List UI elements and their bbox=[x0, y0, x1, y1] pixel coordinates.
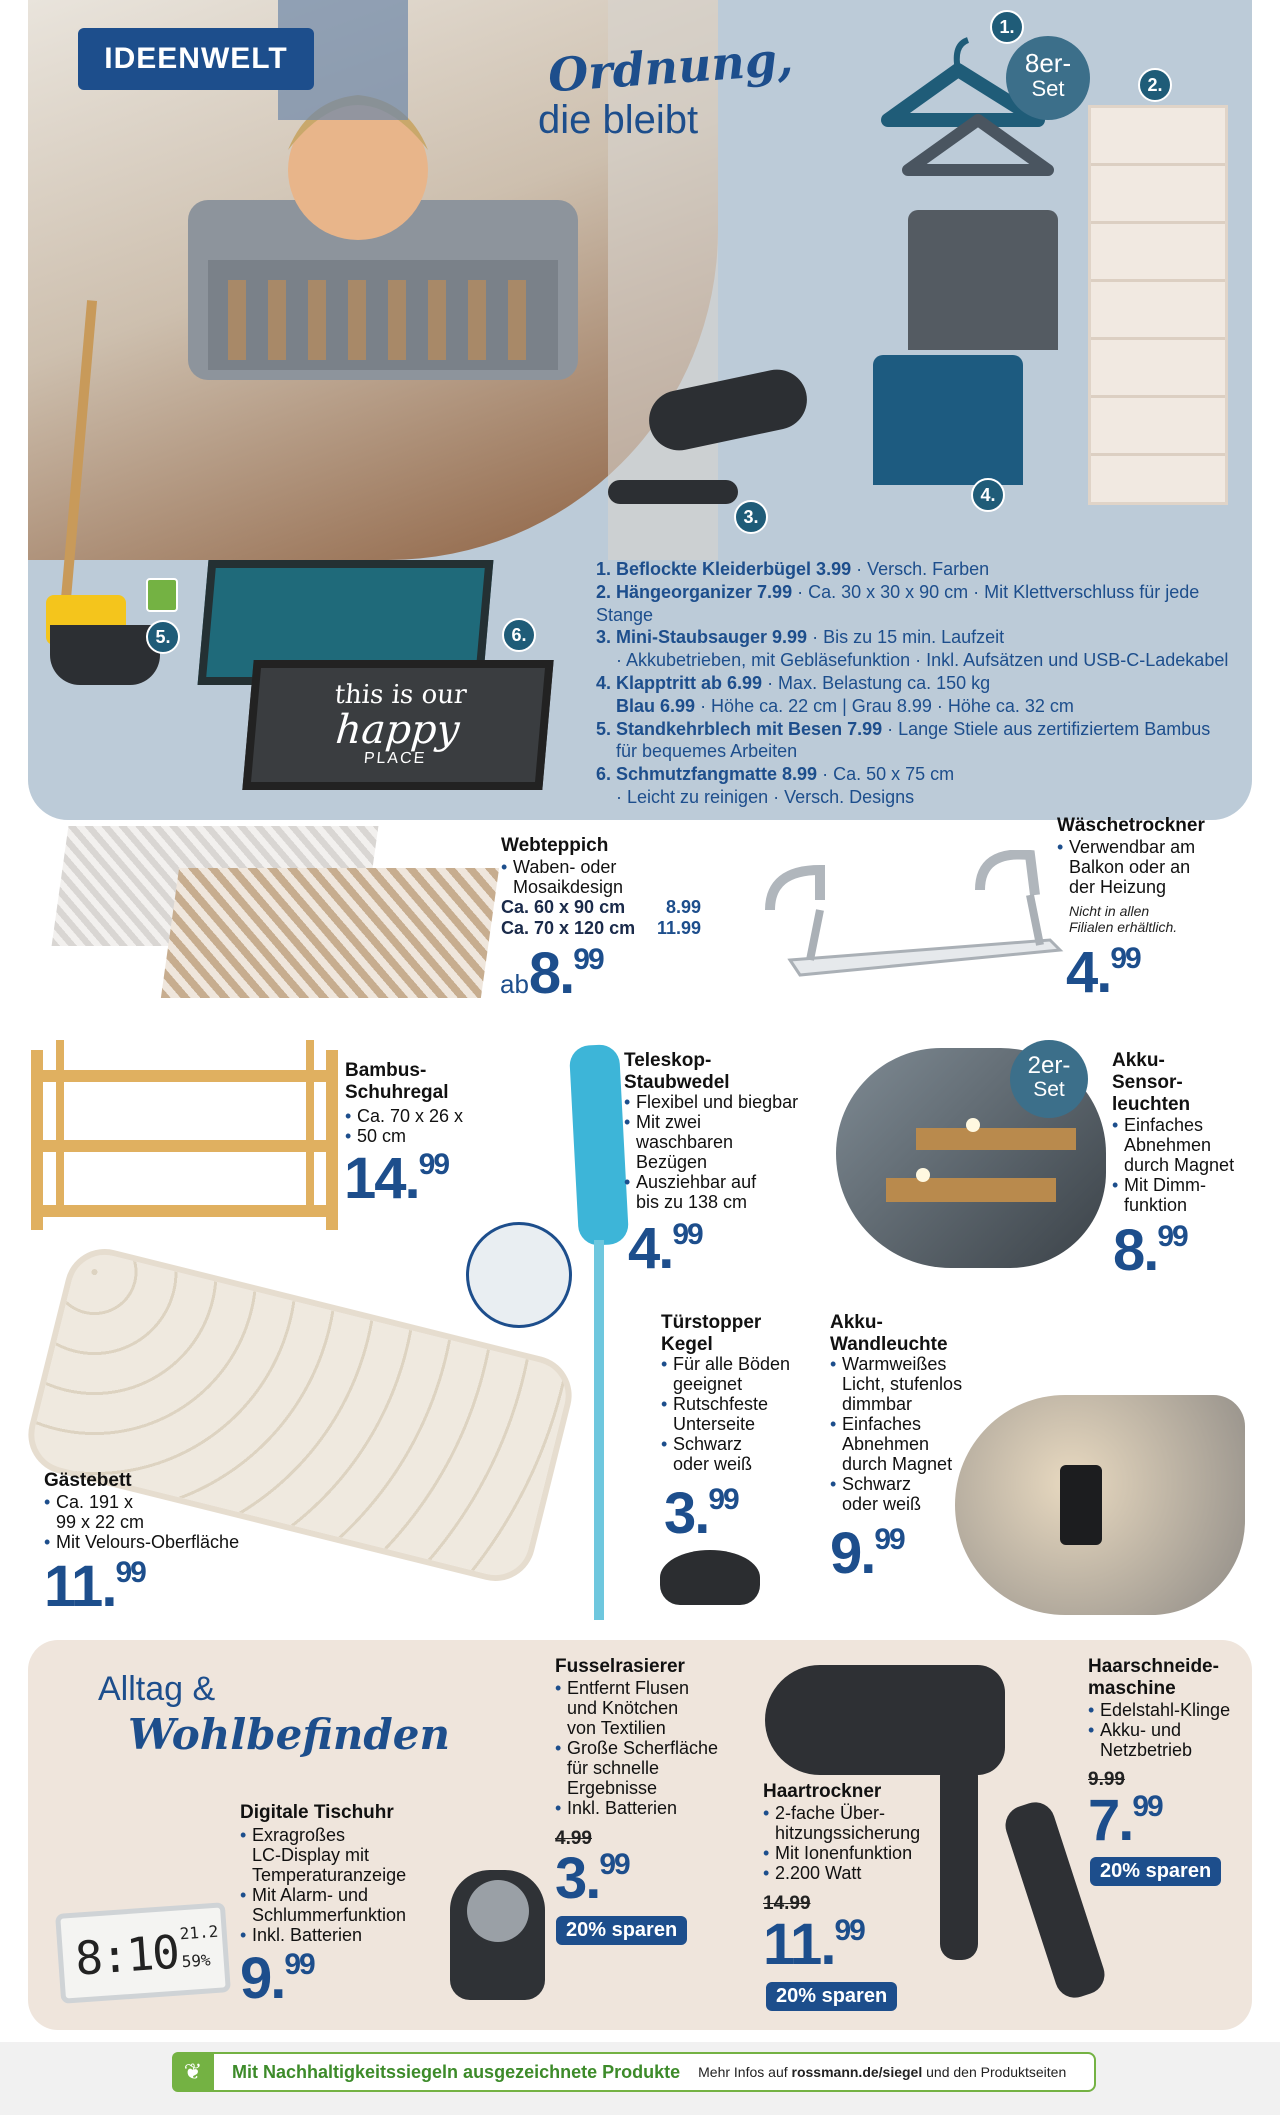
duster-detail-image bbox=[466, 1222, 572, 1328]
mat-happy-image bbox=[242, 660, 553, 790]
stool-grey-image bbox=[908, 210, 1058, 350]
feature-cont: 99 x 22 cm bbox=[56, 1512, 145, 1532]
gaestebett-title: Gästebett bbox=[44, 1470, 132, 1491]
price-int: 3. bbox=[664, 1481, 709, 1546]
badge-4: 4. bbox=[971, 478, 1005, 512]
price-int: 14. bbox=[344, 1146, 419, 1211]
schuhregal-price bbox=[344, 1146, 449, 1211]
list-item: 5. Standkehrblech mit Besen 7.99 · Lange Stiele aus zertifiziertem Bambus bbox=[596, 718, 1211, 739]
tuerstopper-price bbox=[664, 1481, 738, 1546]
wall-light-image bbox=[955, 1395, 1245, 1615]
price-dec: 99 bbox=[573, 943, 603, 976]
feature-cont: Netzbetrieb bbox=[1100, 1740, 1193, 1760]
price-int: 4. bbox=[1066, 940, 1111, 1005]
set-badge-top: 8er- bbox=[1024, 48, 1072, 78]
haartrockner-title: Haartrockner bbox=[763, 1781, 882, 1802]
feature-cont: Bezügen bbox=[636, 1152, 708, 1172]
waeschetrockner-price bbox=[1066, 940, 1140, 1005]
feature-cont: Abnehmen bbox=[1124, 1135, 1212, 1155]
webteppich-title: Webteppich bbox=[501, 835, 609, 856]
list-item: · Akkubetrieben, mit Gebläsefunktion · Inkl. Aufsätzen und USB-C-Ladekabel bbox=[616, 650, 1229, 671]
feature: • 2.200 Watt bbox=[763, 1863, 920, 1883]
feature-cont: oder weiß bbox=[673, 1454, 753, 1474]
feature: • Mit Alarm- und bbox=[240, 1885, 406, 1905]
price-int: 11. bbox=[44, 1554, 116, 1619]
feature: • Mit Dimm- bbox=[1112, 1175, 1234, 1195]
set-badge-8er bbox=[1006, 36, 1090, 120]
feature: • Mit Velours-Oberfläche bbox=[44, 1532, 239, 1552]
dustpan-image bbox=[50, 625, 160, 685]
price-dec: 99 bbox=[599, 1848, 629, 1881]
availability-note: Nicht in allen Filialen erhältlich. bbox=[1069, 903, 1178, 935]
waeschetrockner-title: Wäschetrockner bbox=[1057, 815, 1205, 836]
fusselrasierer-features bbox=[555, 1678, 718, 1818]
feature: • Edelstahl-Klinge bbox=[1088, 1700, 1230, 1720]
webteppich-features bbox=[501, 857, 623, 897]
tischuhr-features bbox=[240, 1825, 406, 1945]
price-int: 7. bbox=[1088, 1788, 1133, 1853]
price-dec: 99 bbox=[1157, 1220, 1187, 1253]
feature: • Ca. 70 x 26 x bbox=[345, 1106, 463, 1126]
feature: • Verwendbar am bbox=[1057, 837, 1195, 857]
price-int: 4. bbox=[628, 1216, 673, 1281]
price-int: 3. bbox=[555, 1846, 600, 1911]
feature: • Für alle Böden bbox=[661, 1354, 790, 1374]
clock-time: 8:10 bbox=[73, 1924, 180, 1986]
price-dec: 99 bbox=[1110, 942, 1140, 975]
schuhregal-title: Bambus- Schuhregal bbox=[345, 1060, 449, 1103]
feature: • Schwarz bbox=[661, 1434, 790, 1454]
doorstop-image bbox=[660, 1550, 760, 1605]
sensorleuchten-features bbox=[1112, 1115, 1234, 1215]
feature-cont: waschbaren bbox=[636, 1132, 734, 1152]
feature: • Schwarz bbox=[830, 1474, 962, 1494]
haarschneider-title: Haarschneide- maschine bbox=[1088, 1656, 1219, 1699]
price-int: 9. bbox=[240, 1946, 285, 2011]
feature: • 2-fache Über- bbox=[763, 1803, 920, 1823]
price-int: 8. bbox=[528, 941, 574, 1006]
badge-2: 2. bbox=[1138, 68, 1172, 102]
feature-cont: Abnehmen bbox=[842, 1434, 930, 1454]
price-dec: 99 bbox=[1132, 1790, 1162, 1823]
feature-cont: Ergebnisse bbox=[567, 1778, 658, 1798]
feature-cont: und Knötchen bbox=[567, 1698, 679, 1718]
clock-temp: 21.2 bbox=[179, 1921, 219, 1944]
mat-text-line3: PLACE bbox=[363, 750, 428, 767]
section-title-line2: Wohlbefinden bbox=[128, 1710, 451, 1759]
haarschneider-save-badge: 20% sparen bbox=[1090, 1857, 1221, 1886]
feature-cont: von Textilien bbox=[567, 1718, 666, 1738]
sensorleuchten-price bbox=[1113, 1218, 1187, 1283]
shoe-rack-image bbox=[26, 1040, 346, 1240]
hero-title-line2: die bleibt bbox=[538, 98, 699, 142]
wandleuchte-features bbox=[830, 1354, 962, 1514]
haarschneider-features bbox=[1088, 1700, 1230, 1760]
webteppich-sizes bbox=[501, 897, 701, 939]
feature-cont: durch Magnet bbox=[842, 1454, 953, 1474]
set-badge-bottom: Set bbox=[1033, 1078, 1065, 1101]
sensorleuchten-title: Akku- Sensor- leuchten bbox=[1112, 1050, 1191, 1115]
duster-head-image bbox=[569, 1044, 629, 1246]
feature: • Exragroßes bbox=[240, 1825, 406, 1845]
feature-cont: Mosaikdesign bbox=[513, 877, 624, 897]
tischuhr-price bbox=[240, 1946, 314, 2011]
haartrockner-save-badge: 20% sparen bbox=[766, 1982, 897, 2011]
feature-cont: der Heizung bbox=[1069, 877, 1167, 897]
hero-section bbox=[28, 0, 1252, 820]
feature-cont: für schnelle bbox=[567, 1758, 660, 1778]
size-2-price: 11.99 bbox=[656, 918, 701, 938]
rossmann-link[interactable]: rossmann.de/siegel bbox=[791, 2064, 923, 2080]
price-dec: 99 bbox=[708, 1483, 738, 1516]
feature-cont: Licht, stufenlos bbox=[842, 1374, 963, 1394]
list-item: 3. Mini-Staubsauger 9.99 · Bis zu 15 min. Laufzeit bbox=[596, 627, 1005, 648]
feature-cont: geeignet bbox=[673, 1374, 743, 1394]
leaf-icon: ❦ bbox=[172, 2052, 214, 2092]
staubwedel-features bbox=[624, 1092, 798, 1212]
eco-leaf-icon bbox=[146, 578, 178, 612]
price-dec: 99 bbox=[115, 1556, 145, 1589]
fusselrasierer-title: Fusselrasierer bbox=[555, 1656, 685, 1677]
staubwedel-price bbox=[628, 1216, 702, 1281]
vacuum-attachments bbox=[608, 480, 738, 504]
feature-cont: Temperaturanzeige bbox=[252, 1865, 407, 1885]
hero-item-list bbox=[596, 558, 1252, 809]
feature-cont: funktion bbox=[1124, 1195, 1188, 1215]
feature-cont: • 50 cm bbox=[345, 1126, 463, 1146]
mat-text-line2: happy bbox=[333, 707, 462, 753]
webteppich-price bbox=[500, 941, 603, 1006]
drying-rack-image bbox=[760, 850, 1080, 980]
list-item: Blau 6.99 · Höhe ca. 22 cm | Grau 8.99 · Höhe ca. 32 cm bbox=[616, 695, 1074, 716]
feature: • Mit Ionenfunktion bbox=[763, 1843, 920, 1863]
haartrockner-features bbox=[763, 1803, 920, 1883]
tuerstopper-features bbox=[661, 1354, 790, 1474]
feature: • Große Scherfläche bbox=[555, 1738, 718, 1758]
badge-5: 5. bbox=[146, 620, 180, 654]
feature: • Warmweißes bbox=[830, 1354, 962, 1374]
section-title-line1: Alltag & bbox=[98, 1670, 216, 1708]
wandleuchte-price bbox=[830, 1521, 904, 1586]
organizer-image bbox=[1088, 105, 1228, 505]
haartrockner-price bbox=[763, 1912, 864, 1977]
hairdryer-image bbox=[765, 1665, 1005, 1775]
fusselrasierer-old-price: 4.99 bbox=[555, 1828, 592, 1849]
price-int: 11. bbox=[763, 1912, 835, 1977]
set-badge-2er bbox=[1010, 1040, 1088, 1118]
badge-3: 3. bbox=[734, 500, 768, 534]
stool-blue-image bbox=[873, 355, 1023, 485]
duster-pole-image bbox=[594, 1240, 604, 1620]
feature-cont: Unterseite bbox=[673, 1414, 756, 1434]
feature-cont: durch Magnet bbox=[1124, 1155, 1235, 1175]
feature: • Inkl. Batterien bbox=[240, 1925, 406, 1945]
list-item: 6. Schmutzfangmatte 8.99 · Ca. 50 x 75 cm bbox=[596, 764, 955, 785]
feature: • Rutschfeste bbox=[661, 1394, 790, 1414]
price-int: 8. bbox=[1113, 1218, 1158, 1283]
size-1-price: 8.99 bbox=[665, 897, 701, 917]
size-1: Ca. 60 x 90 cm bbox=[501, 897, 626, 917]
tischuhr-title: Digitale Tischuhr bbox=[240, 1802, 394, 1823]
feature: • Flexibel und biegbar bbox=[624, 1092, 798, 1112]
price-prefix: ab bbox=[500, 969, 529, 999]
list-item: 1. Beflockte Kleiderbügel 3.99 · Versch. Farben bbox=[596, 559, 990, 579]
feature: • Inkl. Batterien bbox=[555, 1798, 718, 1818]
mat-text-line1: this is our bbox=[333, 680, 468, 710]
set-badge-bottom: Set bbox=[1031, 76, 1065, 101]
size-2: Ca. 70 x 120 cm bbox=[501, 918, 636, 938]
lint-shaver-image bbox=[450, 1870, 545, 2000]
feature-cont: hitzungssicherung bbox=[775, 1823, 921, 1843]
staubwedel-title: Teleskop- Staubwedel bbox=[624, 1050, 730, 1093]
tuerstopper-title: Türstopper Kegel bbox=[661, 1312, 762, 1355]
feature-cont: dimmbar bbox=[842, 1394, 913, 1414]
feature: • Einfaches bbox=[1112, 1115, 1234, 1135]
feature-cont: Balkon oder an bbox=[1069, 857, 1191, 877]
list-item: für bequemes Arbeiten bbox=[616, 741, 798, 762]
haarschneider-old-price: 9.99 bbox=[1088, 1769, 1125, 1790]
fusselrasierer-save-badge: 20% sparen bbox=[556, 1916, 687, 1945]
list-item: 4. Klapptritt ab 6.99 · Max. Belastung ca. 150 kg bbox=[596, 672, 991, 693]
sustainability-banner[interactable] bbox=[172, 2052, 1096, 2092]
feature-cont: bis zu 138 cm bbox=[636, 1192, 748, 1212]
hairdryer-handle bbox=[940, 1760, 978, 1960]
haartrockner-old-price: 14.99 bbox=[763, 1893, 811, 1914]
set-badge-top: 2er- bbox=[1027, 1052, 1071, 1079]
feature-cont: oder weiß bbox=[842, 1494, 922, 1514]
wandleuchte-title: Akku- Wandleuchte bbox=[830, 1312, 948, 1355]
more-info-text: Mehr Infos auf rossmann.de/siegel und den Produktseiten bbox=[698, 2064, 1067, 2080]
fusselrasierer-price bbox=[555, 1846, 629, 1911]
list-item: · Leicht zu reinigen · Versch. Designs bbox=[616, 786, 915, 807]
rug-beige-image bbox=[161, 868, 499, 998]
price-dec: 99 bbox=[418, 1148, 449, 1181]
hero-title-line1: Ordnung, bbox=[546, 31, 795, 103]
feature: • Ausziehbar auf bbox=[624, 1172, 798, 1192]
schuhregal-features bbox=[345, 1106, 463, 1146]
haarschneider-price bbox=[1088, 1788, 1162, 1853]
feature: • Mit zwei bbox=[624, 1112, 798, 1132]
clock-image bbox=[55, 1902, 231, 2004]
feature: • Waben- oder bbox=[501, 857, 623, 877]
price-int: 9. bbox=[830, 1521, 875, 1586]
feature: • Ca. 191 x bbox=[44, 1492, 239, 1512]
feature-cont: LC-Display mit bbox=[252, 1845, 370, 1865]
gaestebett-features bbox=[44, 1492, 239, 1552]
ideenwelt-logo[interactable]: IDEENWELT bbox=[78, 28, 314, 90]
feature: • Entfernt Flusen bbox=[555, 1678, 718, 1698]
feature: • Akku- und bbox=[1088, 1720, 1230, 1740]
feature: • Einfaches bbox=[830, 1414, 962, 1434]
feature-cont: Schlummerfunktion bbox=[252, 1905, 407, 1925]
clock-humidity: 59% bbox=[181, 1950, 212, 1972]
waeschetrockner-features bbox=[1057, 837, 1195, 897]
price-dec: 99 bbox=[284, 1948, 314, 1981]
badge-6: 6. bbox=[502, 618, 536, 652]
price-dec: 99 bbox=[874, 1523, 904, 1556]
price-dec: 99 bbox=[834, 1914, 864, 1947]
gaestebett-price bbox=[44, 1554, 145, 1619]
sustainability-text: Mit Nachhaltigkeitssiegeln ausgezeichnete Produkte bbox=[232, 2061, 681, 2082]
price-dec: 99 bbox=[672, 1218, 702, 1251]
list-item: 2. Hängeorganizer 7.99 · Ca. 30 x 30 x 90 cm · Mit Klettverschluss für jede Stange bbox=[596, 581, 1200, 625]
badge-1: 1. bbox=[990, 10, 1024, 44]
